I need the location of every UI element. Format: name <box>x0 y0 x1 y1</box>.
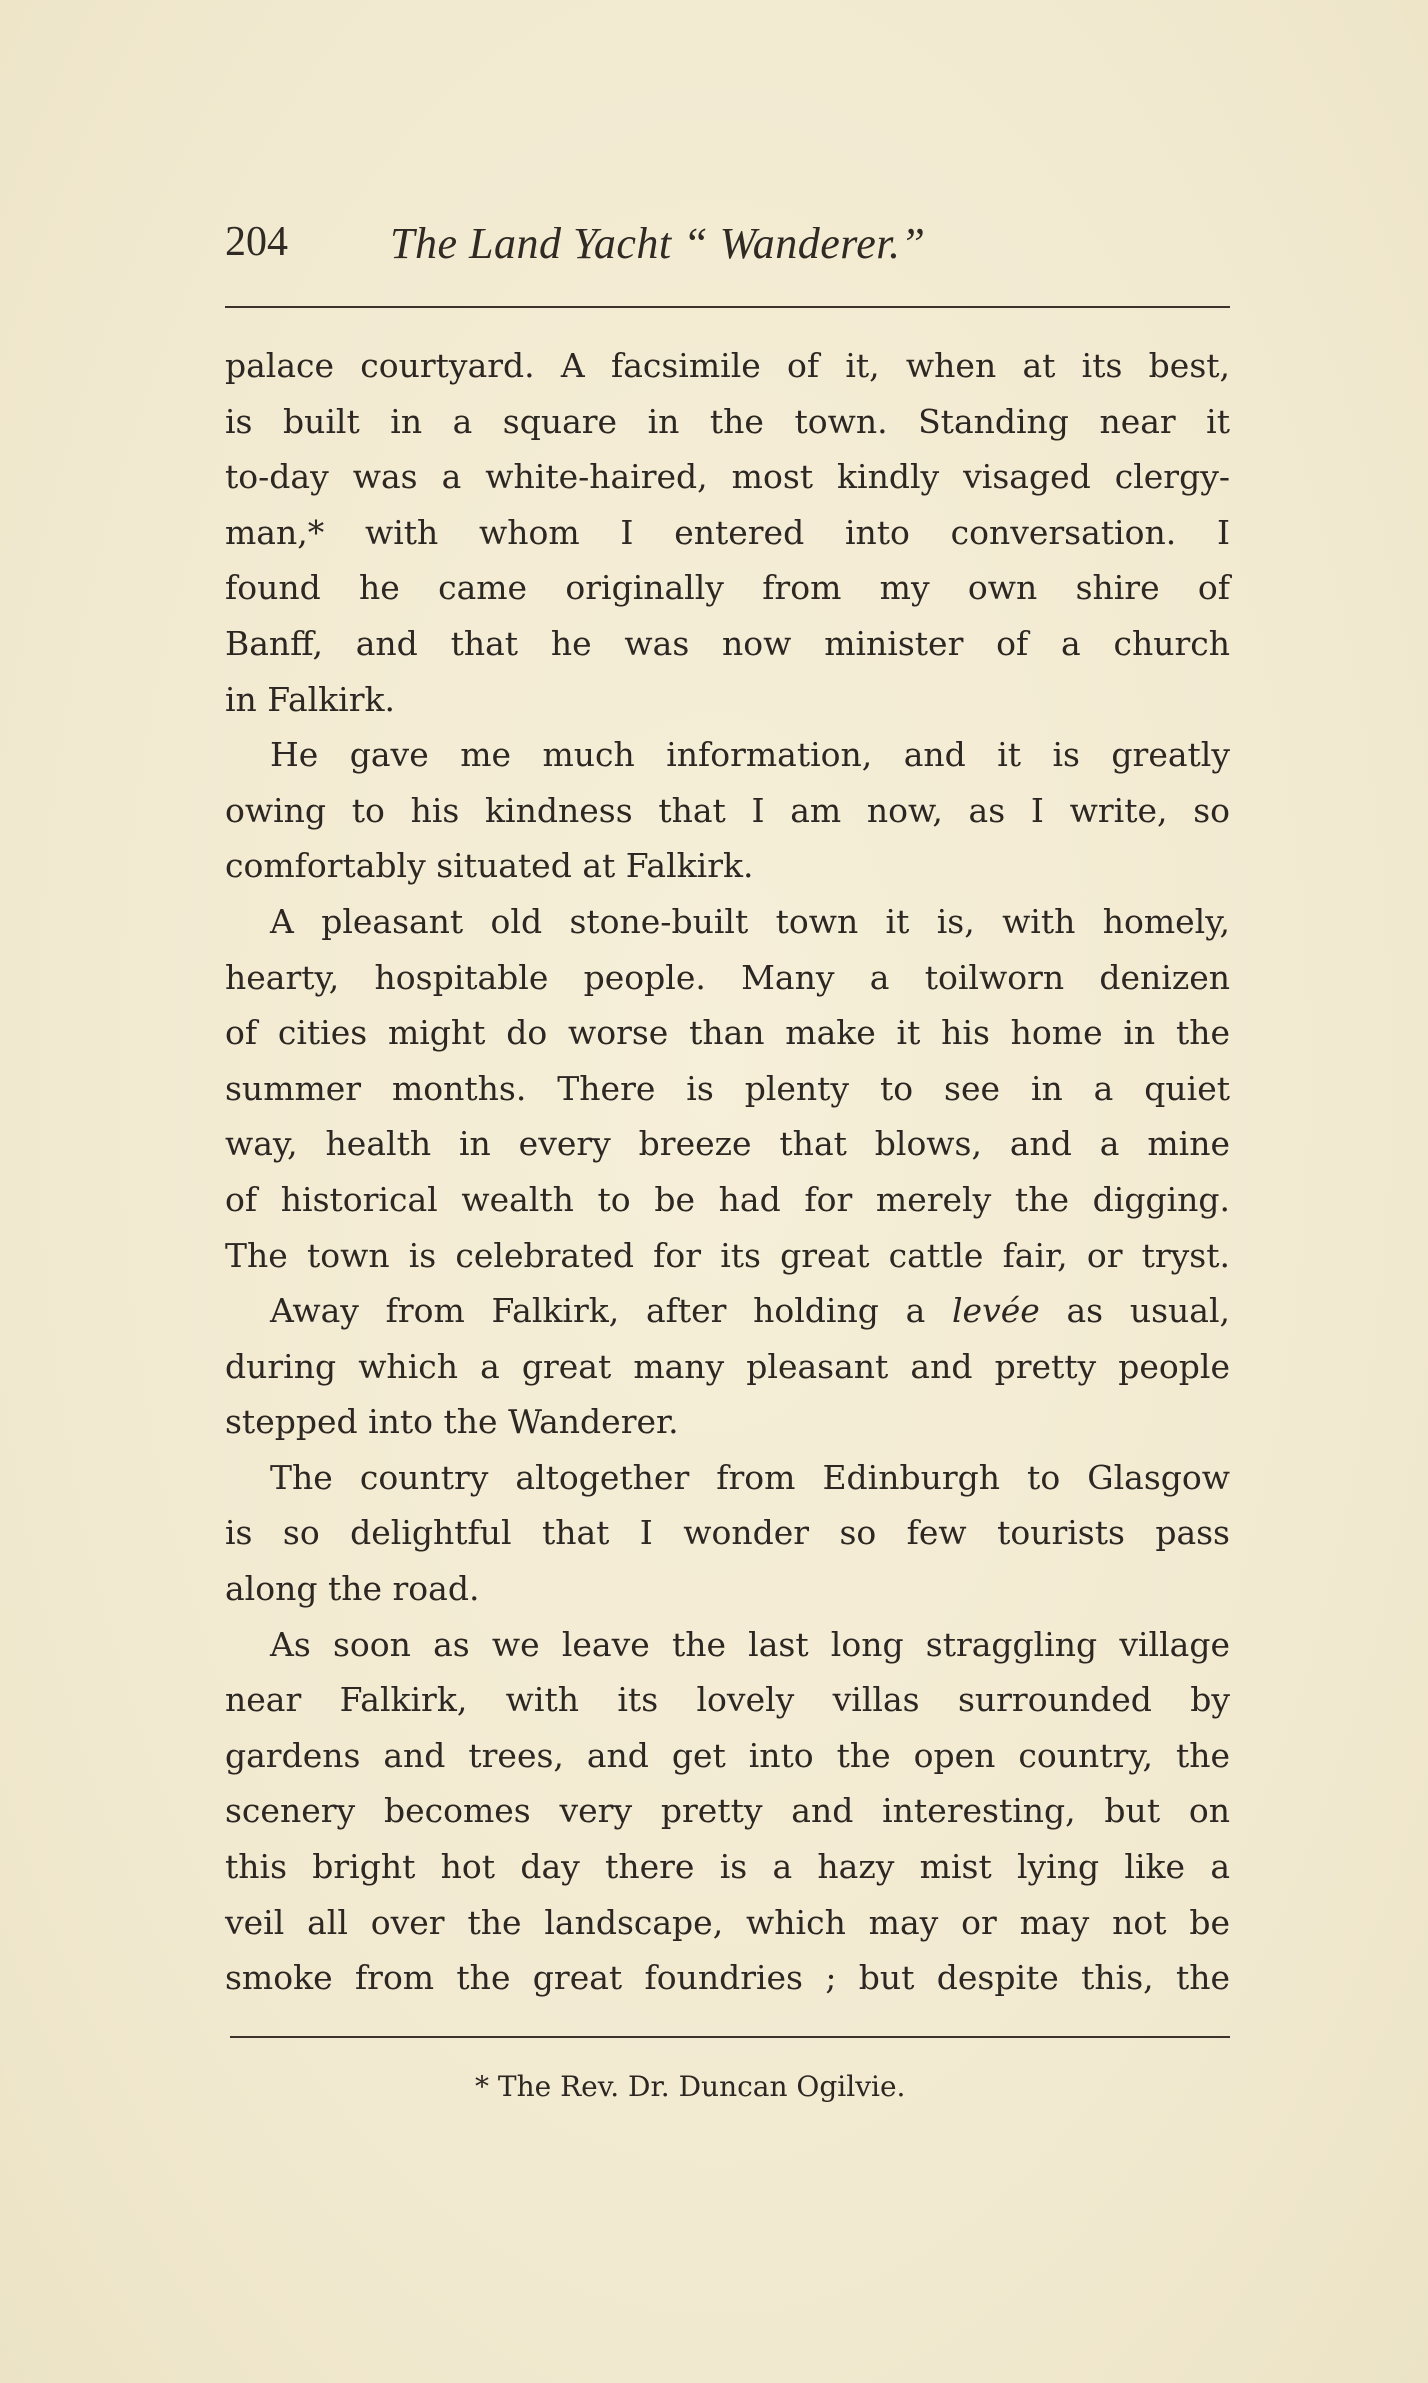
text-line: veil all over the landscape, which may or may not be <box>225 1902 1230 1942</box>
header-rule <box>225 306 1230 308</box>
text-line: Away from Falkirk, after holding a levée as usual, <box>270 1291 1231 1331</box>
text-line: scenery becomes very pretty and interesting, but on <box>225 1791 1230 1831</box>
page-header <box>225 218 1230 278</box>
text-line: near Falkirk, with its lovely villas surrounded by <box>225 1680 1230 1720</box>
text-line: A pleasant old stone-built town it is, with homely, <box>270 901 1230 941</box>
text-line: along the road. <box>225 1569 480 1609</box>
text-line: smoke from the great foundries ; but despite this, the <box>225 1958 1230 1998</box>
text-line: hearty, hospitable people. Many a toilworn denizen <box>225 957 1230 997</box>
text-line: of historical wealth to be had for merely the digging. <box>225 1179 1230 1219</box>
text-line: way, health in every breeze that blows, and a mine <box>225 1124 1230 1164</box>
text-line: palace courtyard. A facsimile of it, when at its best, <box>225 346 1230 385</box>
text-line: in Falkirk. <box>225 679 395 719</box>
text-line: to-day was a white-haired, most kindly visaged clergy- <box>225 457 1230 497</box>
text-line: this bright hot day there is a hazy mist lying like a <box>225 1847 1230 1887</box>
footnote-rule <box>230 2036 1230 2038</box>
text-line: of cities might do worse than make it his home in the <box>225 1013 1230 1053</box>
text-line: summer months. There is plenty to see in a quiet <box>225 1068 1230 1108</box>
text-line: man,* with whom I entered into conversation. I <box>225 512 1230 552</box>
text-line: is built in a square in the town. Standing near it <box>225 401 1230 441</box>
text-line: stepped into the Wanderer. <box>225 1402 679 1442</box>
footnote: * The Rev. Dr. Duncan Ogilvie. <box>475 2070 906 2103</box>
text-line: owing to his kindness that I am now, as I write, so <box>225 790 1230 830</box>
text-line: comfortably situated at Falkirk. <box>225 846 754 886</box>
text-line: He gave me much information, and it is greatly <box>270 735 1230 775</box>
text-line: gardens and trees, and get into the open country, the <box>225 1735 1230 1775</box>
text-line: found he came originally from my own shire of <box>225 568 1230 608</box>
text-line: Banff, and that he was now minister of a church <box>225 623 1230 663</box>
page-number: 204 <box>225 219 288 265</box>
running-title: The Land Yacht “ Wanderer.” <box>390 219 926 268</box>
text-line: The town is celebrated for its great cattle fair, or tryst. <box>225 1235 1230 1275</box>
italic-word: levée <box>951 1291 1040 1331</box>
text-line: during which a great many pleasant and pretty people <box>225 1346 1230 1386</box>
text-line: is so delightful that I wonder so few tourists pass <box>225 1513 1230 1553</box>
text-line: The country altogether from Edinburgh to Glasgow <box>270 1457 1230 1497</box>
body-text <box>225 338 1230 2006</box>
text-line: As soon as we leave the last long straggling village <box>270 1624 1230 1664</box>
